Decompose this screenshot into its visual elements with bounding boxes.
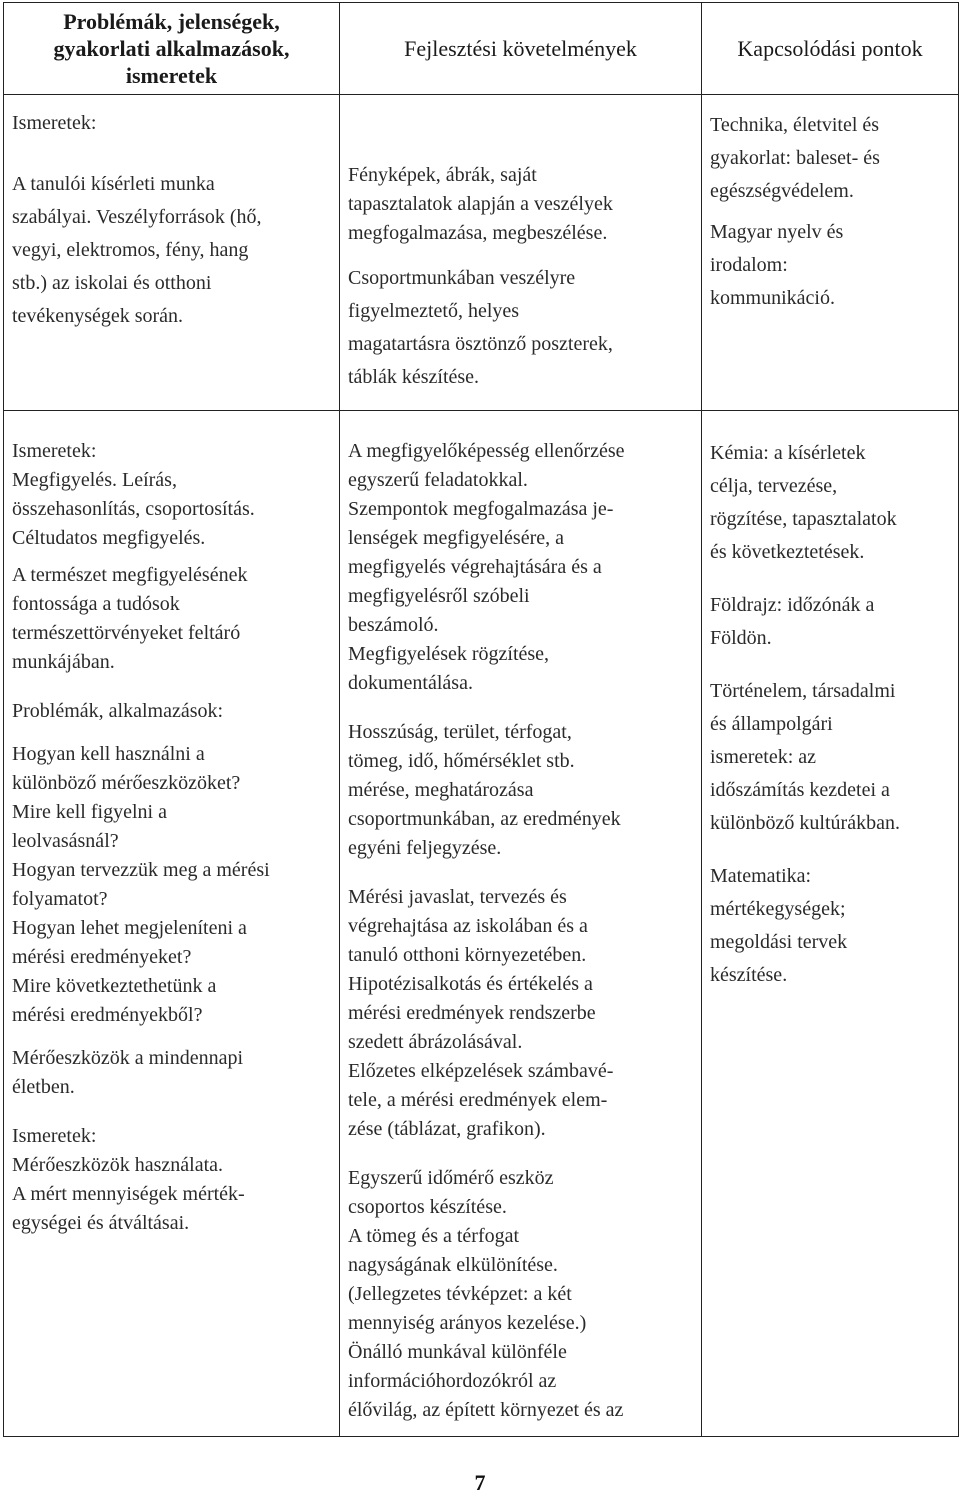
row2-instruments-text: Ismeretek: Mérőeszközök használata. A mért mennyiségek mérték- egységei és átváltásai. (12, 1125, 245, 1234)
header-problems: Problémák, jelenségek, gyakorlati alkalmazások, ismeretek (4, 3, 340, 95)
row1-conn-para-1: Technika, életvitel és gyakorlat: baleset- és egészségvédelem. (710, 114, 880, 202)
row2-req-para-4: Egyszerű időmérő eszköz csoportos készítése. A tömeg és a térfogat nagyságának elkülönítése. (Jellegzetes tévképzet: a két mennyiség arányos kezelése.) Önálló munkával különféle információhordozókról az élővilág, az épített környezet és az (348, 1167, 624, 1421)
row2-everyday-text: Mérőeszközök a mindennapi életben. (12, 1047, 244, 1098)
row1-problems-cell (4, 95, 340, 411)
row2-nature-text: A természet megfigyelésének fontossága a tudósok természettörvényeket feltáró munkájában. (12, 564, 248, 673)
row2-req-para-3: Mérési javaslat, tervezés és végrehajtása az iskolában és a tanuló otthoni környezetében. Hipotézisalkotás és értékelés a mérési eredmények rendszerbe szedett ábrázolásával. Előzetes elképzelések számbavé- tele, a mérési eredmények elem- zése (táblázat, grafikon). (348, 886, 614, 1140)
row1-conn-para-2: Magyar nyelv és irodalom: kommunikáció. (710, 221, 844, 309)
row2-conn-mathematics: Matematika: mértékegységek; megoldási tervek készítése. (710, 865, 848, 986)
row2-req-para-2: Hosszúság, terület, térfogat, tömeg, idő, hőmérséklet stb. mérése, meghatározása csoportmunkában, az eredmények egyéni feljegyzése. (348, 721, 621, 859)
row2-questions-text: Hogyan kell használni a különböző mérőeszközöket? Mire kell figyelni a leolvasásnál? Hogyan tervezzük meg a mérési folyamatot? Hogyan lehet megjeleníteni a mérési eredményeket? Mire következtethetünk a mérési eredményekből? (12, 743, 270, 1026)
row2-conn-history: Történelem, társadalmi és állampolgári ismeretek: az időszámítás kezdetei a különböző kultúrákban. (710, 680, 900, 834)
header-requirements: Fejlesztési követelmények (340, 3, 702, 95)
row1-req-para-2: Csoportmunkában veszélyre figyelmeztető, helyes magatartásra ösztönző poszterek, táblák készítése. (348, 267, 613, 388)
curriculum-table (3, 2, 959, 1437)
row2-problems-cell (4, 411, 340, 1437)
page-number: 7 (474, 1470, 486, 1495)
row2-conn-chemistry: Kémia: a kísérletek célja, tervezése, rögzítése, tapasztalatok és következtetések. (710, 442, 897, 563)
header-connections: Kapcsolódási pontok (702, 3, 959, 95)
row1-knowledge-text: A tanulói kísérleti munka szabályai. Veszélyforrások (hő, vegyi, elektromos, fény, hang stb.) az iskolai és otthoni tevékenységek során. (12, 173, 262, 327)
row2-connections-cell (702, 411, 959, 1437)
row1-connections-cell (702, 95, 959, 411)
row1-req-para-1: Fényképek, ábrák, saját tapasztalatok alapján a veszélyek megfogalmazása, megbeszélése. (348, 164, 613, 244)
table-row (4, 95, 959, 411)
row2-observation-text: Ismeretek: Megfigyelés. Leírás, összehasonlítás, csoportosítás. Céltudatos megfigyelés. (12, 440, 255, 549)
row2-requirements-cell (340, 411, 702, 1437)
row2-conn-geography: Földrajz: időzónák a Földön. (710, 594, 875, 649)
row2-problems-label: Problémák, alkalmazások: (12, 700, 224, 722)
table-row (4, 411, 959, 1437)
row1-knowledge-label: Ismeretek: (12, 112, 97, 134)
row2-req-para-1: A megfigyelőképesség ellenőrzése egyszerű feladatokkal. Szempontok megfogalmazása je- lenségek megfigyelésére, a megfigyelés végrehajtására és a megfigyelésről szóbeli beszámoló. Megfigyelések rögzítése, dokumentálása. (348, 440, 625, 694)
row1-requirements-cell (340, 95, 702, 411)
table-header-row (4, 3, 959, 95)
